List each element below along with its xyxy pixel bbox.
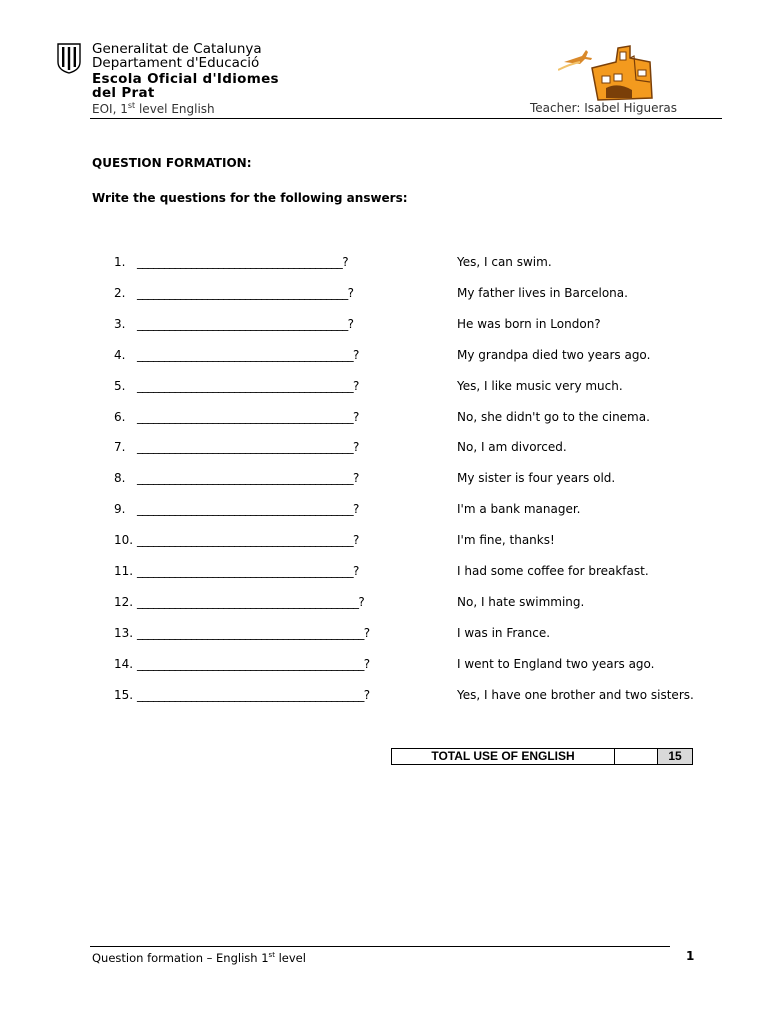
question-answer-line[interactable]: ________________________________________? xyxy=(137,564,359,578)
question-row xyxy=(0,286,768,306)
teacher-name: Teacher: Isabel Higueras xyxy=(530,101,677,115)
question-number: 15. xyxy=(114,688,134,702)
question-answer-line[interactable]: _______________________________________? xyxy=(137,286,354,300)
question-answer-line[interactable]: _______________________________________? xyxy=(137,317,354,331)
question-row xyxy=(0,688,768,708)
question-number: 2. xyxy=(114,286,126,300)
instruction-text: Write the questions for the following answers: xyxy=(92,191,408,205)
given-answer: No, she didn't go to the cinema. xyxy=(457,410,650,424)
gov-line1: Generalitat de Catalunya xyxy=(92,41,262,57)
question-row xyxy=(0,379,768,399)
question-answer-line[interactable]: ________________________________________? xyxy=(137,440,359,454)
given-answer: I went to England two years ago. xyxy=(457,657,655,671)
generalitat-crest-icon xyxy=(56,42,82,74)
question-number: 3. xyxy=(114,317,126,331)
question-number: 12. xyxy=(114,595,134,609)
total-max-score: 15 xyxy=(658,749,692,764)
given-answer: No, I am divorced. xyxy=(457,440,567,454)
question-row xyxy=(0,410,768,430)
question-number: 8. xyxy=(114,471,126,485)
given-answer: He was born in London? xyxy=(457,317,601,331)
question-answer-line[interactable]: ________________________________________? xyxy=(137,533,359,547)
question-answer-line[interactable]: ________________________________________? xyxy=(137,410,359,424)
footer-divider xyxy=(90,946,670,947)
question-row xyxy=(0,564,768,584)
given-answer: My father lives in Barcelona. xyxy=(457,286,628,300)
question-answer-line[interactable]: ________________________________________? xyxy=(137,348,359,362)
total-label: TOTAL USE OF ENGLISH xyxy=(392,749,615,764)
question-number: 13. xyxy=(114,626,134,640)
question-answer-line[interactable]: _________________________________________? xyxy=(137,595,365,609)
given-answer: My sister is four years old. xyxy=(457,471,616,485)
given-answer: My grandpa died two years ago. xyxy=(457,348,651,362)
question-number: 6. xyxy=(114,410,126,424)
question-row xyxy=(0,502,768,522)
page-title: QUESTION FORMATION: xyxy=(92,156,252,170)
given-answer: Yes, I like music very much. xyxy=(457,379,623,393)
question-number: 4. xyxy=(114,348,126,362)
question-row xyxy=(0,440,768,460)
given-answer: I had some coffee for breakfast. xyxy=(457,564,649,578)
question-number: 14. xyxy=(114,657,134,671)
question-row xyxy=(0,471,768,491)
question-row xyxy=(0,348,768,368)
question-answer-line[interactable]: __________________________________________? xyxy=(137,626,370,640)
question-number: 11. xyxy=(114,564,134,578)
question-number: 5. xyxy=(114,379,126,393)
header-divider xyxy=(90,118,722,119)
question-number: 9. xyxy=(114,502,126,516)
question-row xyxy=(0,626,768,646)
question-number: 1. xyxy=(114,255,126,269)
question-number: 10. xyxy=(114,533,134,547)
given-answer: Yes, I can swim. xyxy=(457,255,552,269)
given-answer: No, I hate swimming. xyxy=(457,595,585,609)
page-number: 1 xyxy=(686,949,695,963)
question-row xyxy=(0,533,768,553)
school-line2: del Prat xyxy=(92,85,155,101)
question-row xyxy=(0,317,768,337)
school-building-logo-icon xyxy=(558,40,678,104)
question-answer-line[interactable]: ______________________________________? xyxy=(137,255,348,269)
question-number: 7. xyxy=(114,440,126,454)
given-answer: I'm fine, thanks! xyxy=(457,533,555,547)
total-score-entry-cell[interactable] xyxy=(615,749,658,764)
question-answer-line[interactable]: __________________________________________? xyxy=(137,688,370,702)
school-line1: Escola Oficial d'Idiomes xyxy=(92,71,279,87)
given-answer: Yes, I have one brother and two sisters. xyxy=(457,688,694,702)
given-answer: I was in France. xyxy=(457,626,551,640)
question-row xyxy=(0,255,768,275)
question-answer-line[interactable]: ________________________________________? xyxy=(137,502,359,516)
question-answer-line[interactable]: ________________________________________? xyxy=(137,379,359,393)
question-row xyxy=(0,657,768,677)
gov-line2: Departament d'Educació xyxy=(92,55,260,71)
total-score-table xyxy=(391,748,693,765)
footer-text: Question formation – English 1st level xyxy=(92,951,306,965)
question-answer-line[interactable]: ________________________________________? xyxy=(137,471,359,485)
given-answer: I'm a bank manager. xyxy=(457,502,581,516)
question-answer-line[interactable]: __________________________________________? xyxy=(137,657,370,671)
question-row xyxy=(0,595,768,615)
course-label: EOI, 1st level English xyxy=(92,101,215,116)
